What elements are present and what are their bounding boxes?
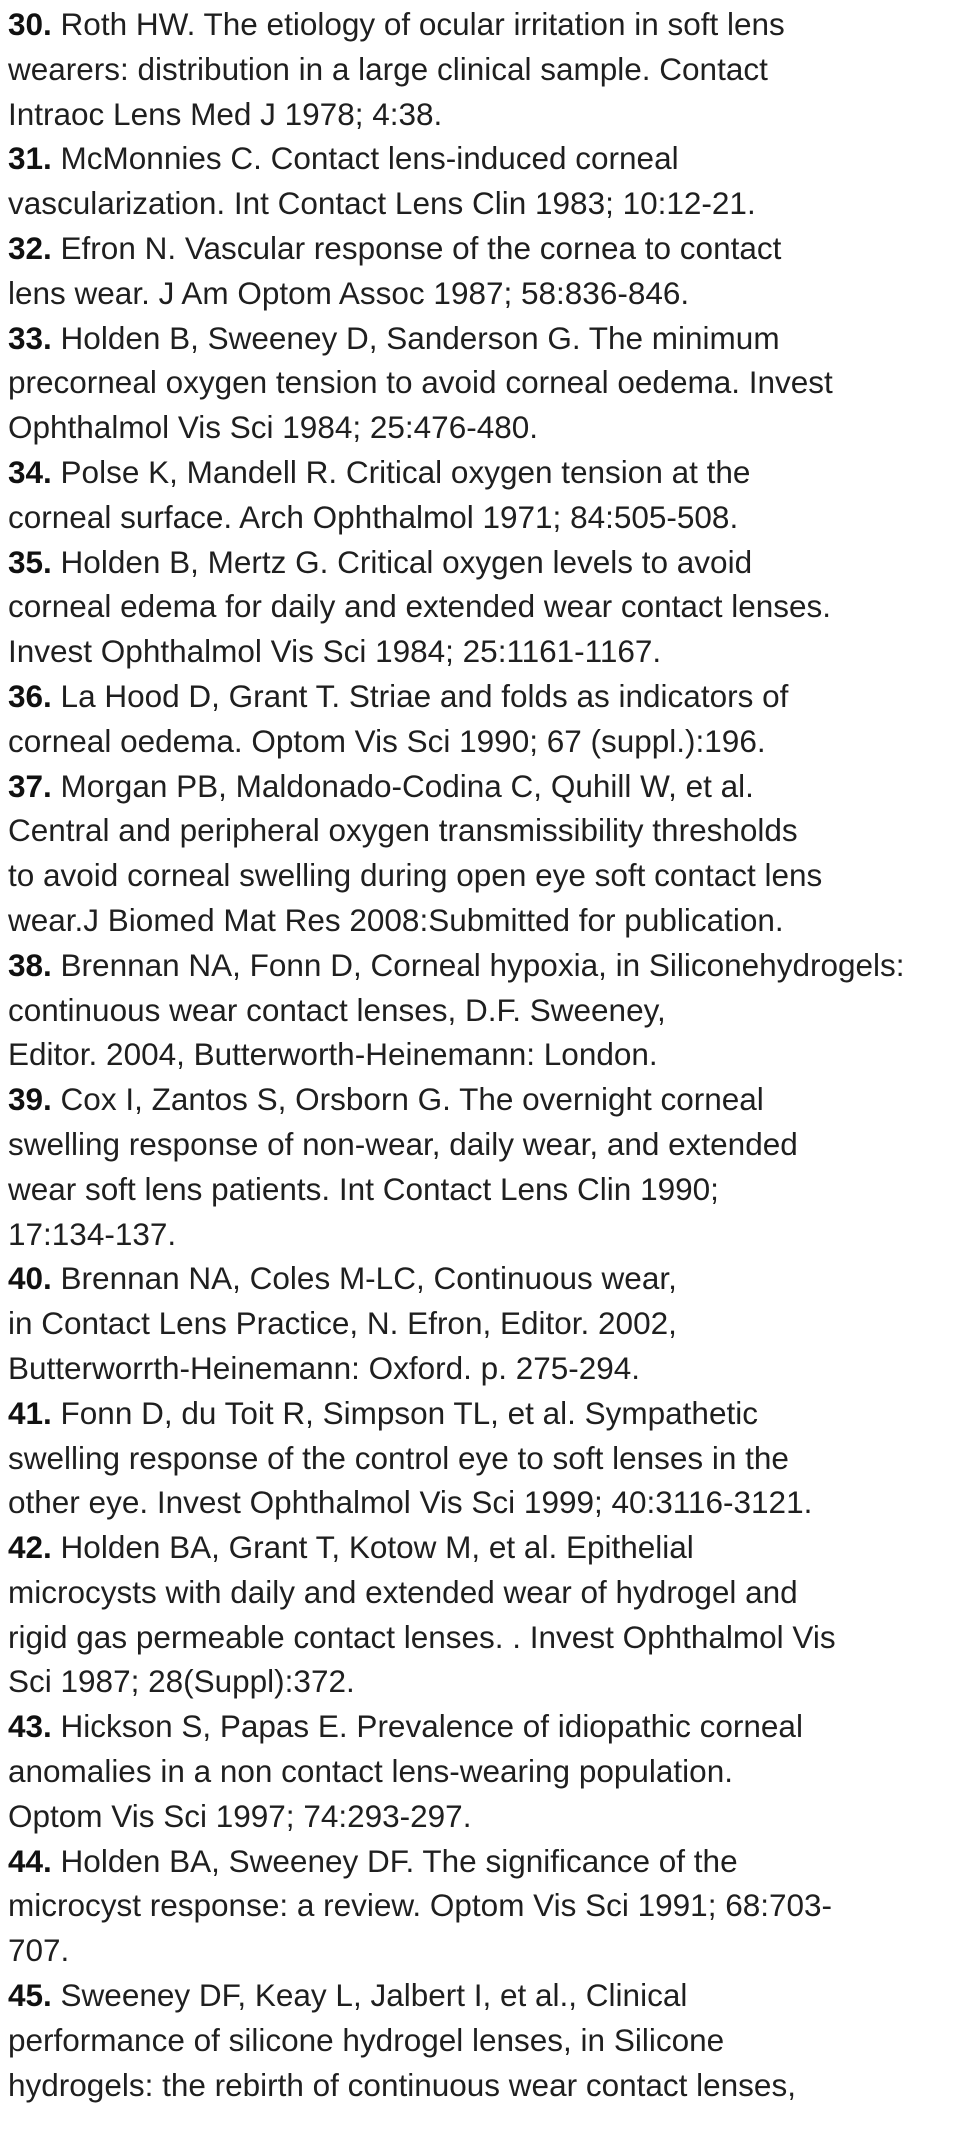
reference-text: McMonnies C. Contact lens-induced corneal xyxy=(51,140,679,177)
reference-list xyxy=(8,2,950,2107)
reference-entry xyxy=(8,674,950,764)
reference-line: wear soft lens patients. Int Contact Lens Clin 1990; xyxy=(8,1170,719,1207)
reference-line: Invest Ophthalmol Vis Sci 1984; 25:1161-1167. xyxy=(8,633,662,670)
reference-line: precorneal oxygen tension to avoid corneal oedema. Invest xyxy=(8,364,833,401)
reference-line: wear.J Biomed Mat Res 2008:Submitted for publication. xyxy=(8,901,784,938)
reference-line: microcyst response: a review. Optom Vis Sci 1991; 68:703- xyxy=(8,1887,833,1924)
reference-line: Butterworrth-Heinemann: Oxford. p. 275-294. xyxy=(8,1349,641,1386)
reference-number: 38. xyxy=(8,946,52,983)
reference-line xyxy=(8,1077,950,1122)
reference-entry xyxy=(8,1391,950,1525)
reference-line xyxy=(8,764,950,809)
reference-line: to avoid corneal swelling during open eye soft contact lens xyxy=(8,857,823,894)
reference-number: 36. xyxy=(8,677,52,714)
reference-line: Editor. 2004, Butterworth-Heinemann: London. xyxy=(8,1036,658,1073)
reference-line: continuous wear contact lenses, D.F. Sweeney, xyxy=(8,991,666,1028)
reference-number: 32. xyxy=(8,229,52,266)
reference-number: 45. xyxy=(8,1977,52,2014)
reference-line xyxy=(8,1525,950,1570)
reference-line xyxy=(8,1973,950,2018)
reference-text: La Hood D, Grant T. Striae and folds as indicators of xyxy=(51,677,789,714)
reference-line xyxy=(8,450,950,495)
reference-entry xyxy=(8,226,950,316)
reference-line: corneal oedema. Optom Vis Sci 1990; 67 (suppl.):196. xyxy=(8,722,766,759)
reference-line: performance of silicone hydrogel lenses, in Silicone xyxy=(8,2021,725,2058)
reference-entry xyxy=(8,1256,950,1390)
reference-text: Brennan NA, Fonn D, Corneal hypoxia, in Siliconehydrogels: xyxy=(51,946,905,983)
reference-line: vascularization. Int Contact Lens Clin 1983; 10:12-21. xyxy=(8,185,756,222)
reference-number: 34. xyxy=(8,453,52,490)
reference-number: 30. xyxy=(8,6,52,42)
reference-line: Intraoc Lens Med J 1978; 4:38. xyxy=(8,95,443,132)
reference-line: swelling response of non-wear, daily wear, and extended xyxy=(8,1125,798,1162)
reference-entry xyxy=(8,1704,950,1838)
reference-line: in Contact Lens Practice, N. Efron, Editor. 2002, xyxy=(8,1305,677,1342)
reference-text: Fonn D, du Toit R, Simpson TL, et al. Sympathetic xyxy=(51,1394,758,1431)
reference-entry xyxy=(8,764,950,943)
reference-line xyxy=(8,540,950,585)
reference-text: Holden B, Sweeney D, Sanderson G. The minimum xyxy=(51,319,780,356)
reference-number: 42. xyxy=(8,1529,52,1566)
reference-entry xyxy=(8,316,950,450)
reference-line xyxy=(8,674,950,719)
reference-line: Central and peripheral oxygen transmissibility thresholds xyxy=(8,812,798,849)
reference-text: Cox I, Zantos S, Orsborn G. The overnight corneal xyxy=(51,1081,764,1118)
reference-line xyxy=(8,943,950,988)
reference-text: Morgan PB, Maldonado-Codina C, Quhill W, et al. xyxy=(51,767,754,804)
reference-number: 37. xyxy=(8,767,52,804)
reference-line: Sci 1987; 28(Suppl):372. xyxy=(8,1663,355,1700)
reference-text: Polse K, Mandell R. Critical oxygen tension at the xyxy=(51,453,751,490)
reference-line: lens wear. J Am Optom Assoc 1987; 58:836-846. xyxy=(8,274,690,311)
reference-line: rigid gas permeable contact lenses. . Invest Ophthalmol Vis xyxy=(8,1618,836,1655)
reference-entry xyxy=(8,1525,950,1704)
reference-entry xyxy=(8,450,950,540)
reference-entry xyxy=(8,136,950,226)
reference-number: 33. xyxy=(8,319,52,356)
reference-line: Ophthalmol Vis Sci 1984; 25:476-480. xyxy=(8,409,539,446)
reference-line: microcysts with daily and extended wear of hydrogel and xyxy=(8,1573,798,1610)
reference-line xyxy=(8,1704,950,1749)
reference-text: Brennan NA, Coles M-LC, Continuous wear, xyxy=(51,1260,677,1297)
reference-line: Optom Vis Sci 1997; 74:293-297. xyxy=(8,1797,472,1834)
reference-line xyxy=(8,226,950,271)
reference-line: corneal surface. Arch Ophthalmol 1971; 84:505-508. xyxy=(8,498,739,535)
reference-entry xyxy=(8,1077,950,1256)
reference-line xyxy=(8,1256,950,1301)
reference-text: Sweeney DF, Keay L, Jalbert I, et al., Clinical xyxy=(51,1977,688,2014)
reference-number: 43. xyxy=(8,1708,52,1745)
reference-number: 39. xyxy=(8,1081,52,1118)
reference-line: 707. xyxy=(8,1932,70,1969)
reference-text: Efron N. Vascular response of the cornea to contact xyxy=(51,229,782,266)
reference-line: swelling response of the control eye to soft lenses in the xyxy=(8,1439,789,1476)
reference-number: 40. xyxy=(8,1260,52,1297)
reference-entry xyxy=(8,1973,950,2107)
reference-number: 44. xyxy=(8,1842,52,1879)
reference-line: hydrogels: the rebirth of continuous wear contact lenses, xyxy=(8,2066,796,2103)
reference-line: other eye. Invest Ophthalmol Vis Sci 1999; 40:3116-3121. xyxy=(8,1484,813,1521)
reference-line xyxy=(8,1391,950,1436)
reference-line: 17:134-137. xyxy=(8,1215,177,1252)
reference-entry xyxy=(8,540,950,674)
reference-entry xyxy=(8,2,950,136)
reference-text: Roth HW. The etiology of ocular irritation in soft lens xyxy=(51,6,785,42)
reference-text: Holden B, Mertz G. Critical oxygen levels to avoid xyxy=(51,543,753,580)
reference-number: 41. xyxy=(8,1394,52,1431)
reference-text: Hickson S, Papas E. Prevalence of idiopathic corneal xyxy=(51,1708,803,1745)
reference-text: Holden BA, Sweeney DF. The significance of the xyxy=(51,1842,738,1879)
reference-number: 35. xyxy=(8,543,52,580)
reference-number: 31. xyxy=(8,140,52,177)
reference-line: wearers: distribution in a large clinical sample. Contact xyxy=(8,50,768,87)
reference-line xyxy=(8,136,950,181)
reference-line xyxy=(8,1839,950,1884)
reference-entry xyxy=(8,943,950,1077)
reference-line xyxy=(8,2,950,47)
reference-line xyxy=(8,316,950,361)
reference-text: Holden BA, Grant T, Kotow M, et al. Epithelial xyxy=(51,1529,694,1566)
reference-entry xyxy=(8,1839,950,1973)
reference-line: corneal edema for daily and extended wear contact lenses. xyxy=(8,588,831,625)
reference-line: anomalies in a non contact lens-wearing population. xyxy=(8,1753,733,1790)
